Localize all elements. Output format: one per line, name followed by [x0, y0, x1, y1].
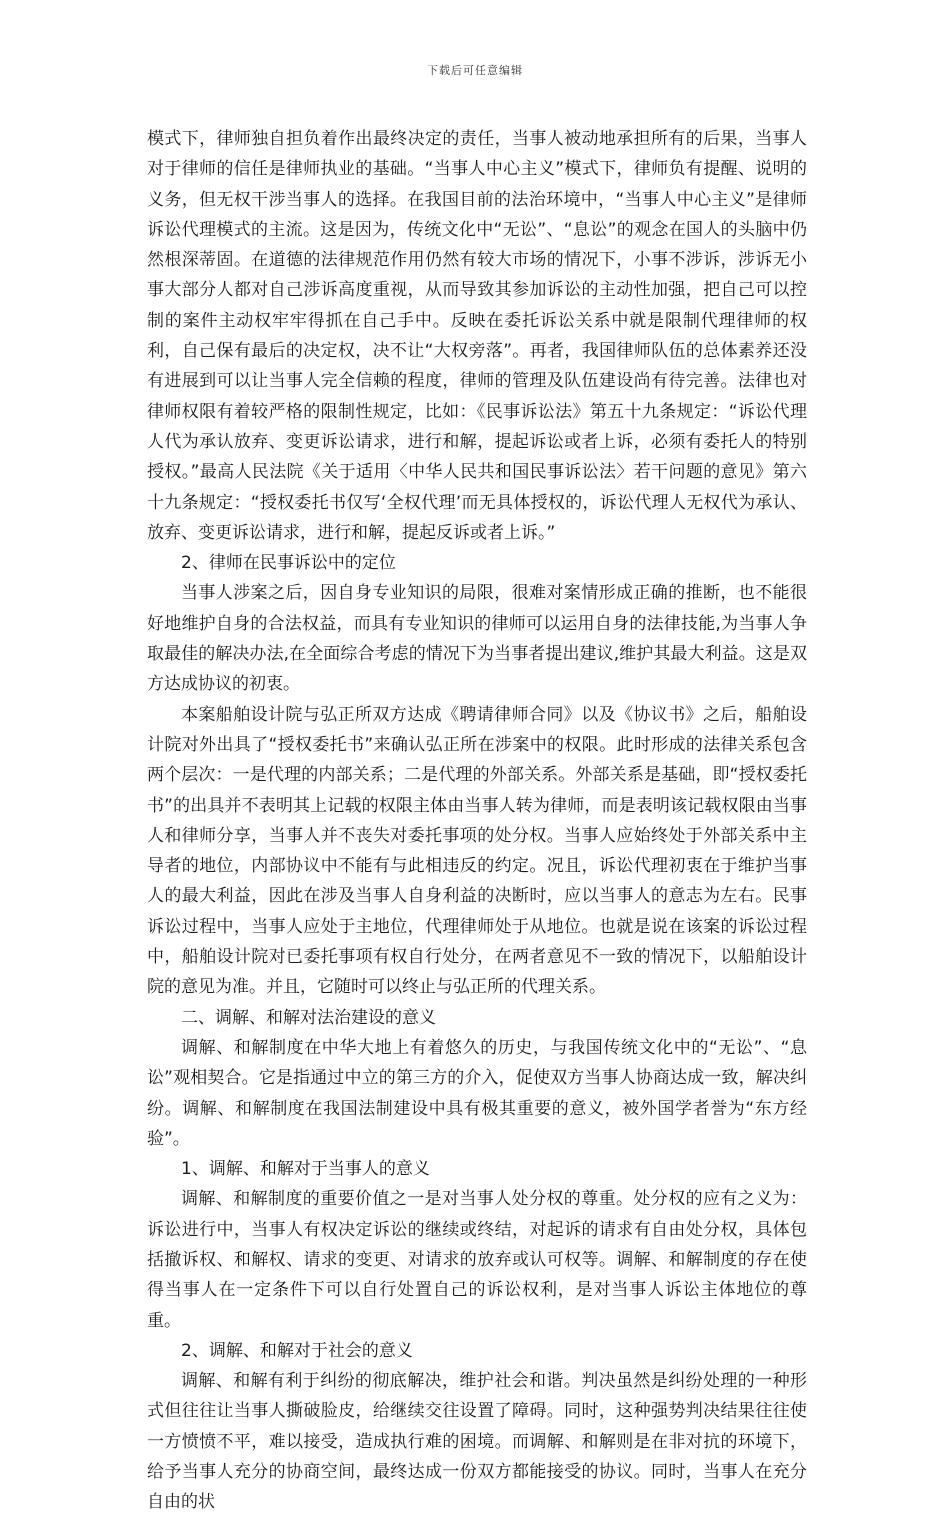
subheading-parties: 1、调解、和解对于当事人的意义 [181, 1159, 430, 1180]
subheading-society: 2、调解、和解对于社会的意义 [181, 1340, 413, 1361]
paragraph: 调解、和解制度在中华大地上有着悠久的历史，与我国传统文化中的“无讼”、“息讼”观相契合。它是指通过中立的第三方的介入，促使双方当事人协商达成一致，解决纠纷。调解、和解制度在我国法制建设中具有极其重要的意义，被外国学者誉为“东方经验”。 [147, 1037, 807, 1149]
section-heading-mediation: 二、调解、和解对法治建设的意义 [181, 1007, 436, 1028]
paragraph: 本案船舶设计院与弘正所双方达成《聘请律师合同》以及《协议书》之后，船舶设计院对外出具了“授权委托书”来确认弘正所在涉案中的权限。此时形成的法律关系包含两个层次：一是代理的内部关系；二是代理的外部关系。外部关系是基础，即“授权委托书”的出具并不表明其上记载的权限主体由当事人转为律师，而是表明该记载权限由当事人和律师分享，当事人并不丧失对委托事项的处分权。当事人应始终处于外部关系中主导者的地位，内部协议中不能有与此相违反的约定。况且，诉讼代理初衷在于维护当事人的最大利益，因此在涉及当事人自身利益的决断时，应以当事人的意志为左右。民事诉讼过程中，当事人应处于主地位，代理律师处于从地位。也就是说在该案的诉讼过程中，船舶设计院对已委托事项有权自行处分，在两者意见不一致的情况下，以船舶设计院的意见为准。并且，它随时可以终止与弘正所的代理关系。 [147, 704, 807, 998]
paragraph: 调解、和解制度的重要价值之一是对当事人处分权的尊重。处分权的应有之义为：诉讼进行中，当事人有权决定诉讼的继续或终结，对起诉的请求有自由处分权，具体包括撤诉权、和解权、请求的变更、对请求的放弃或认可权等。调解、和解制度的存在使得当事人在一定条件下可以自行处置自己的诉讼权利，是对当事人诉讼主体地位的尊重。 [147, 1189, 807, 1331]
page-header: 下载后可任意编辑 [427, 64, 523, 77]
paragraph: 调解、和解有利于纠纷的彻底解决，维护社会和谐。判决虽然是纠纷处理的一种形式但往往让当事人撕破脸皮，给继续交往设置了障碍。同时，这种强势判决结果往往使一方愤愤不平，难以接受，造成执行难的困境。而调解、和解则是在非对抗的环境下，给予当事人充分的协商空间，最终达成一份双方都能接受的协议。同时，当事人在充分自由的状 [147, 1371, 807, 1513]
document-body [147, 124, 807, 1518]
paragraph: 当事人涉案之后，因自身专业知识的局限，很难对案情形成正确的推断，也不能很好地维护自身的合法权益，而具有专业知识的律师可以运用自身的法律技能,为当事人争取最佳的解决办法,在全面综合考虑的情况下为当事者提出建议,维护其最大利益。这是双方达成协议的初衷。 [147, 583, 807, 695]
subheading-lawyer-position: 2、律师在民事诉讼中的定位 [181, 553, 396, 574]
paragraph-continued: 模式下，律师独自担负着作出最终决定的责任，当事人被动地承担所有的后果，当事人对于律师的信任是律师执业的基础。“当事人中心主义”模式下，律师负有提醒、说明的义务，但无权干涉当事人的选择。在我国目前的法治环境中，“当事人中心主义”是律师诉讼代理模式的主流。这是因为，传统文化中“无讼”、“息讼”的观念在国人的头脑中仍然根深蒂固。在道德的法律规范作用仍然有较大市场的情况下，小事不涉诉，涉诉无小事大部分人都对自己涉诉高度重视，从而导致其参加诉讼的主动性加强，把自己可以控制的案件主动权牢牢得抓在自己手中。反映在委托诉讼关系中就是限制代理律师的权利，自己保有最后的决定权，决不让“大权旁落”。再者，我国律师队伍的总体素养还没有进展到可以让当事人完全信赖的程度，律师的管理及队伍建设尚有待完善。法律也对律师权限有着较严格的限制性规定，比如：《民事诉讼法》第五十九条规定：“诉讼代理人代为承认放弃、变更诉讼请求，进行和解，提起诉讼或者上诉，必须有委托人的特别授权。”最高人民法院《关于适用〈中华人民共和国民事诉讼法〉若干问题的意见》第六十九条规定：“授权委托书仅写‘全权代理’而无具体授权的，诉讼代理人无权代为承认、放弃、变更诉讼请求，进行和解，提起反诉或者上诉。” [147, 129, 807, 543]
